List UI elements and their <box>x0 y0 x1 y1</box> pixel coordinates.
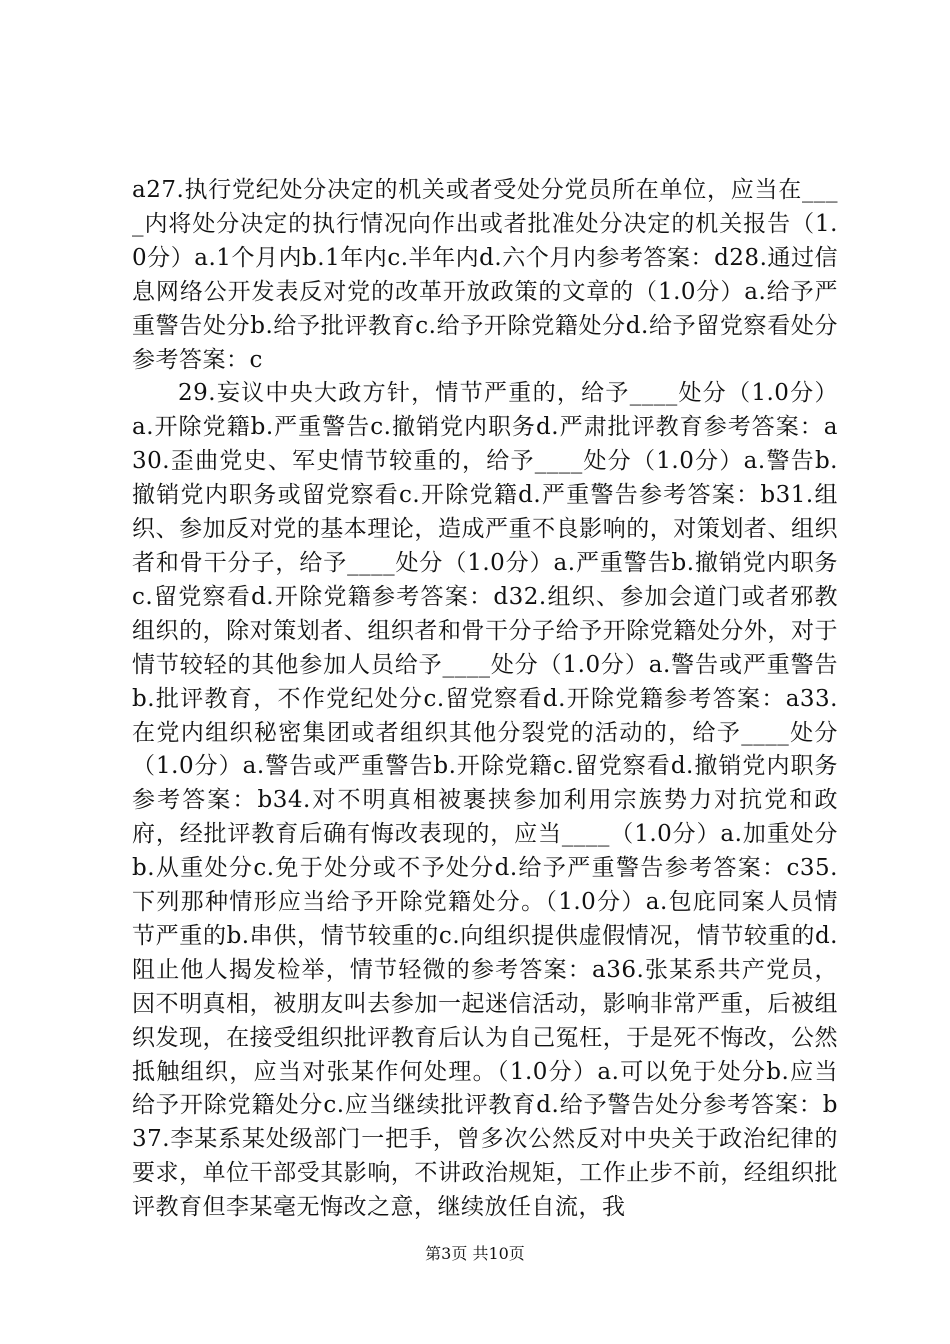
paragraph-questions-29-37: 29.妄议中央大政方针，情节严重的，给予____处分（1.0分）a.开除党籍b.严重警告c.撤销党内职务d.严肃批评教育参考答案：a30.歪曲党史、军史情节较重的，给予____处分（1.0分）a.警告b.撤销党内职务或留党察看c.开除党籍d.严重警告参考答案：b31.组织、参加反对党的基本理论，造成严重不良影响的，对策划者、组织者和骨干分子，给予____处分（1.0分）a.严重警告b.撤销党内职务c.留党察看d.开除党籍参考答案：d32.组织、参加会道门或者邪教组织的，除对策划者、组织者和骨干分子给予开除党籍处分外，对于情节较轻的其他参加人员给予____处分（1.0分）a.警告或严重警告b.批评教育，不作党纪处分c.留党察看d.开除党籍参考答案：a33.在党内组织秘密集团或者组织其他分裂党的活动的，给予____处分（1.0分）a.警告或严重警告b.开除党籍c.留党察看d.撤销党内职务参考答案：b34.对不明真相被裹挟参加利用宗族势力对抗党和政府，经批评教育后确有悔改表现的，应当____（1.0分）a.加重处分b.从重处分c.免于处分或不予处分d.给予严重警告参考答案：c35.下列那种情形应当给予开除党籍处分。（1.0分）a.包庇同案人员情节严重的b.串供，情节较重的c.向组织提供虚假情况，情节较重的d.阻止他人揭发检举，情节轻微的参考答案：a36.张某系共产党员，因不明真相，被朋友叫去参加一起迷信活动，影响非常严重，后被组织发现，在接受组织批评教育后认为自己冤枉，于是死不悔改，公然抵触组织，应当对张某作何处理。（1.0分）a.可以免于处分b.应当给予开除党籍处分c.应当继续批评教育d.给予警告处分参考答案：b37.李某系某处级部门一把手，曾多次公然反对中央关于政治纪律的要求，单位干部受其影响，不讲政治规矩，工作止步不前，经组织批评教育但李某毫无悔改之意，继续放任自流，我 <box>132 380 838 1221</box>
body-text <box>132 174 838 1225</box>
page-number-footer: 第3页 共10页 <box>425 1244 525 1263</box>
paragraph-questions-27-28: a27.执行党纪处分决定的机关或者受处分党员所在单位，应当在____内将处分决定的执行情况向作出或者批准处分决定的机关报告（1.0分）a.1个月内b.1年内c.半年内d.六个月内参考答案：d28.通过信息网络公开发表反对党的改革开放政策的文章的（1.0分）a.给予严重警告处分b.给予批评教育c.给予开除党籍处分d.给予留党察看处分参考答案：c <box>132 177 838 373</box>
